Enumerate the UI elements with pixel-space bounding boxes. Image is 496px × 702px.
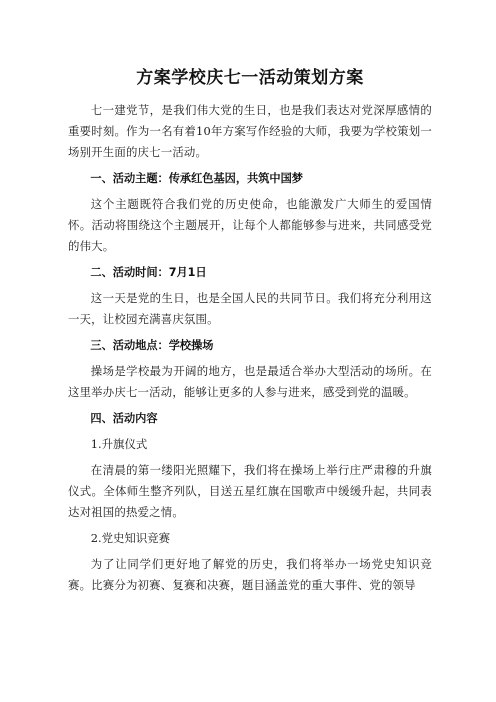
section-body-location: 操场是学校最为开阔的地方，也是最适合举办大型活动的场所。在这里举办庆七一活动，能够让更多的人参与进来，感受到党的温暖。 — [68, 364, 432, 399]
document-body — [68, 66, 432, 601]
section-heading-location: 三、活动地点：学校操场 — [90, 339, 214, 352]
subitem-label-flag-ceremony: 1.升旗仪式 — [90, 437, 148, 451]
section-body-time: 这一天是党的生日，也是全国人民的共同节日。我们将充分利用这一天，让校园充满喜庆氛围。 — [68, 291, 432, 326]
subitem-body-flag-ceremony: 在清晨的第一缕阳光照耀下，我们将在操场上举行庄严肃穆的升旗仪式。全体师生整齐列队，目送五星红旗在国歌声中缓缓升起，共同表达对祖国的热爱之情。 — [68, 463, 432, 519]
section-heading-theme: 一、活动主题：传承红色基因，共筑中国梦 — [90, 172, 303, 185]
subitem-body-quiz: 为了让同学们更好地了解党的历史，我们将举办一场党史知识竞赛。比赛分为初赛、复赛和决赛，题目涵盖党的重大事件、党的领导 — [68, 557, 432, 592]
section-heading-time: 二、活动时间：7月1日 — [90, 266, 207, 279]
intro-paragraph: 七一建党节，是我们伟大党的生日，也是我们表达对党深厚感情的重要时刻。作为一名有着10年方案写作经验的大师，我要为学校策划一场别开生面的庆七一活动。 — [68, 103, 432, 159]
document-title: 方案学校庆七一活动策划方案 — [136, 68, 364, 88]
section-heading-content: 四、活动内容 — [90, 412, 158, 425]
subitem-label-quiz: 2.党史知识竞赛 — [90, 531, 171, 545]
section-body-theme: 这个主题既符合我们党的历史使命，也能激发广大师生的爱国情怀。活动将围绕这个主题展开，让每个人都能够参与进来，共同感受党的伟大。 — [68, 197, 432, 253]
